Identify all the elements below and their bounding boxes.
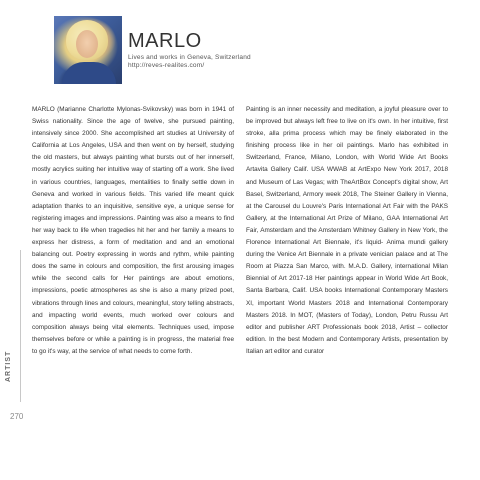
section-label: ARTIST bbox=[5, 350, 12, 382]
biography-right-column: Painting is an inner necessity and meditation, a joyful pleasure over to be improved but always left free to live on it's own. In her intuitive, first stroke, alla prima process which may be finely elaborated in the finishing process like in her oil paintings. Marlo has exhibited in Switzerland, France, Milano, London, with World Wide Art Books Artavita Gallery Calif. USA WWAB at ArtExpo New York 2017, 2018 and Museum of Las Vegas; with TheArtBox Concept's digital show, Art Basel, Switzerland, Armory week 2018, The Steiner Gallery in Vienna, at the Carousel du Louvre's Paris International Art Fair with the PAKS Gallery, at the International Art Prize of Milano, GAA International Art Fair, Amsterdam and the Amsterdam Whitney Gallery in New York, the Florence International Art Biennale, it's liquid- Anima mundi gallery during the Venice Art Biennale in a private venician palace and at The Room at Piazza San Marco, with. M.A.D. Gallery, international Milan Biennial of Art 2017-18 Her paintings appear in World Wide Art Book, Santa Barbara, Calif. USA books International Contemporary Masters XI, important World Masters 2018 and International Contemporary Masters 2018. In MOT, (Masters of Today), London, Petru Russu Art editor and publisher ART Professionals book 2018, Artist – collector edition. In the best Modern and Contemporary Artists, presentation by Italian art editor and curator bbox=[246, 106, 448, 355]
biography-left-column: MARLO (Marianne Charlotte Mylonas-Svikovsky) was born in 1941 of Swiss nationality. Since the age of twelve, she pursued painting, intensively since 2000. She accomplished art studies at University of California at Los Angeles, USA and then went on by herself, studying the old masters, but always painting what bursts out of her innerself, mostly acrylics suiting her intuitive way of starting off a work. She lived in various countries, languages, mentalities to finally settle down in Geneva and worked in various fields. This varied life meant quick adaptation thanks to an inquisitive, sensitive eye, a unique sense for registering images and impressions. Painting was also a means to find her way back to life when tragedies hit her and her family a means to express her distress, a form of meditation and and an emotional balancing out. Poetry expressing in words and rythm, while painting does the same in colours and composition, the first arousing images while the second calls for Her paintings are about emotions, impressions, poetic atmospheres as she is also a many prized poet, vibrations through lines and colours, meaningful, story telling abstracts, and impacting world events, much worked over colours and composition always being vital elements. Techniques used, impose themselves before or while a painting is in progress, the material free to go it's way, at the service of what needs to come forth. bbox=[32, 106, 234, 355]
artist-name: MARLO bbox=[128, 30, 202, 52]
sidebar-divider bbox=[20, 250, 21, 402]
artist-website-link[interactable]: http://reves-realites.com/ bbox=[128, 62, 205, 69]
portrait-face bbox=[76, 30, 98, 58]
page-number: 270 bbox=[10, 412, 24, 421]
artist-location: Lives and works in Geneva, Switzerland bbox=[128, 54, 251, 61]
artist-portrait-photo bbox=[54, 16, 122, 84]
portrait-shoulders bbox=[62, 62, 116, 84]
